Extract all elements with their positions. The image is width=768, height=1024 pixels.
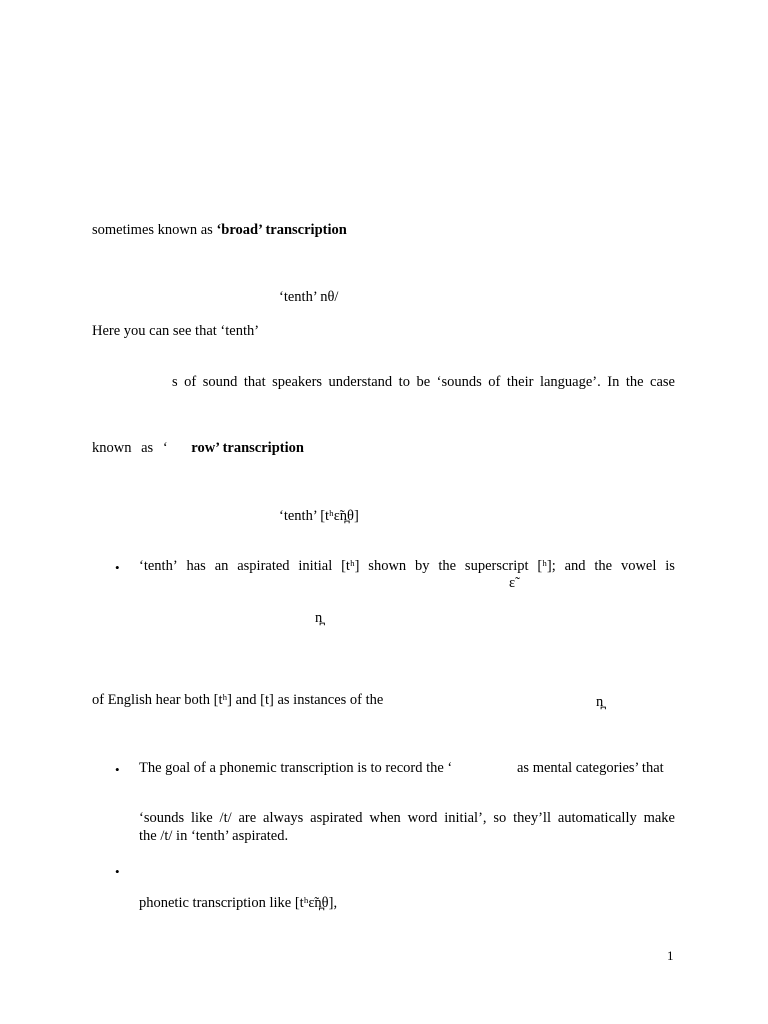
bullet-1: •	[115, 560, 120, 575]
bullet-1-word: initial	[298, 558, 333, 574]
bullet-3: •	[115, 864, 120, 879]
text-open-quote: ‘	[162, 440, 168, 456]
line-hear-both: of English hear both [tʰ] and [t] as instances of the	[92, 692, 384, 708]
bullet-1-word: aspirated	[237, 558, 290, 574]
text-sometimes-known: sometimes known as	[92, 222, 217, 238]
bullet-1-word: and	[564, 558, 586, 574]
page-number: 1	[667, 948, 674, 963]
line-narrow-transcription	[92, 440, 304, 457]
bullet-2: •	[115, 762, 120, 777]
dental-n-symbol-2: n̪	[596, 694, 604, 710]
bullet-2-text-c: ‘sounds like /t/ are always aspirated when word initial’, so they’ll automatically make	[139, 810, 675, 826]
nasalised-vowel-symbol: ɛ̃	[509, 575, 516, 591]
bullet-1-word: ‘tenth’	[139, 558, 178, 574]
term-narrow-transcription: row’ transcription	[191, 440, 304, 456]
example-tenth-phonemic: ‘tenth’ nθ/	[279, 289, 339, 305]
example-tenth-phonetic: ‘tenth’ [tʰɛ̃n̪θ]	[279, 508, 359, 524]
bullet-1-word: [tʰ]	[341, 558, 360, 574]
bullet-1-word: an	[214, 558, 229, 574]
bullet-2-text-b: as mental categories’ that	[517, 760, 664, 776]
bullet-1-word: shown	[368, 558, 407, 574]
line-here-you-can-see: Here you can see that ‘tenth’	[92, 323, 260, 339]
bullet-1-word: the	[438, 558, 457, 574]
bullet-1-word: [ʰ];	[537, 558, 556, 574]
bullet-1-word: has	[186, 558, 206, 574]
bullet-3-text: phonetic transcription like [tʰɛ̃n̪θ],	[139, 895, 338, 911]
text-known: known	[92, 440, 132, 456]
bullet-2-text-a: The goal of a phonemic transcription is to record the ‘	[139, 760, 453, 776]
bullet-1-word: by	[415, 558, 430, 574]
bullet-1-word: the	[594, 558, 613, 574]
bullet-2-text-d: the /t/ in ‘tenth’ aspirated.	[139, 828, 289, 844]
dental-n-symbol: n̪	[315, 610, 323, 626]
line-sounds-of-language: s of sound that speakers understand to be ‘sounds of their language’. In the case	[172, 374, 675, 390]
bullet-1-word: superscript	[464, 558, 529, 574]
term-broad-transcription: ‘broad’ transcription	[216, 222, 347, 238]
text-as: as	[141, 440, 154, 456]
bullet-1-word: vowel	[620, 558, 657, 574]
bullet-1-word: is	[665, 558, 675, 574]
bullet-1-text	[139, 558, 675, 575]
line-broad-transcription	[92, 222, 347, 239]
